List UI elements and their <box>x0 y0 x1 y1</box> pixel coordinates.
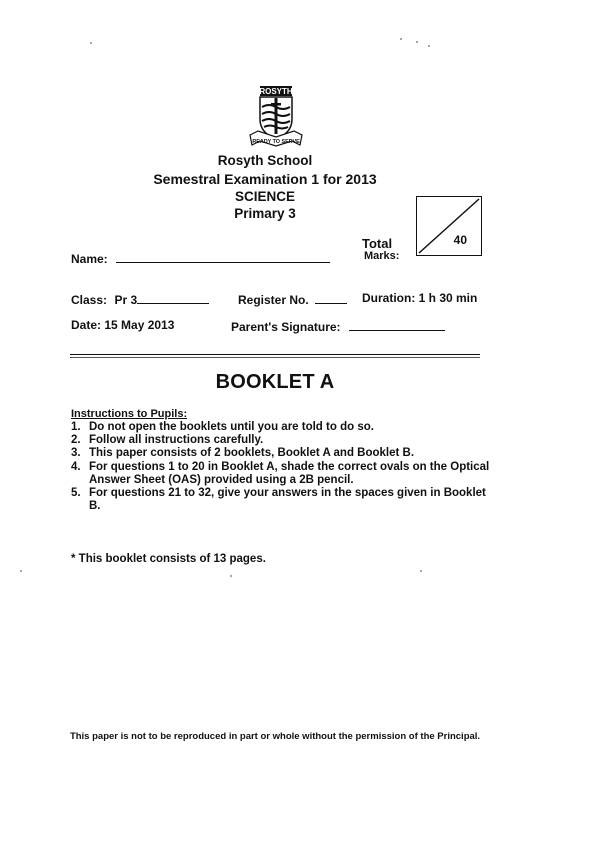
separator-rule <box>70 357 480 358</box>
scan-speck <box>20 570 22 572</box>
scan-speck <box>428 45 430 47</box>
instruction-item: 4. For questions 1 to 20 in Booklet A, shade the correct ovals on the Optical Answer Sheet (OAS) provided using a 2B pencil. <box>71 460 490 486</box>
instruction-item: 3. This paper consists of 2 booklets, Booklet A and Booklet B. <box>71 447 415 460</box>
total-label: Total <box>362 236 393 251</box>
exam-title: Semestral Examination 1 for 2013 <box>153 171 377 187</box>
marks-total-value: 40 <box>453 233 467 247</box>
marks-box-diagonal <box>417 197 481 255</box>
scan-speck <box>90 42 92 44</box>
scan-speck <box>420 570 422 572</box>
crest-motto: READY TO SERVE <box>252 139 300 145</box>
duration-text: Duration: 1 h 30 min <box>362 291 478 305</box>
name-field[interactable] <box>71 250 330 268</box>
booklet-title: BOOKLET A <box>215 371 335 393</box>
instructions-heading: Instructions to Pupils: <box>71 408 188 420</box>
subject-title: SCIENCE <box>234 189 295 204</box>
signature-blank[interactable] <box>349 318 445 331</box>
signature-label: Parent's Signature: <box>231 320 341 334</box>
class-field[interactable] <box>71 291 209 309</box>
separator-rule <box>70 354 480 355</box>
crest-banner-text: ROSYTH <box>259 87 293 96</box>
register-label: Register No. <box>238 293 309 307</box>
exam-date: Date: 15 May 2013 <box>71 318 175 332</box>
copyright-note: This paper is not to be reproduced in part or whole without the permission of the Principal. <box>69 731 481 742</box>
school-crest <box>246 85 306 151</box>
instruction-item: 1. Do not open the booklets until you are told to do so. <box>71 421 374 433</box>
name-blank[interactable] <box>116 250 330 263</box>
school-name: Rosyth School <box>217 153 313 168</box>
marks-box <box>416 196 482 256</box>
instruction-item: 5. For questions 21 to 32, give your answers in the spaces given in Booklet B. <box>71 487 486 513</box>
class-blank[interactable] <box>137 291 209 304</box>
signature-field[interactable] <box>231 318 445 336</box>
class-label: Class: <box>71 293 108 307</box>
class-value: Pr 3 <box>114 293 138 307</box>
instructions-list <box>71 421 491 513</box>
name-label: Name: <box>71 252 108 266</box>
scan-speck <box>416 41 418 43</box>
scan-speck <box>400 38 402 40</box>
register-blank[interactable] <box>315 291 347 304</box>
scan-speck <box>230 575 232 577</box>
instruction-item: 2. Follow all instructions carefully. <box>71 434 264 447</box>
pages-note: * This booklet consists of 13 pages. <box>71 553 266 565</box>
marks-label: Marks: <box>364 250 400 262</box>
level-title: Primary 3 <box>234 206 296 221</box>
register-field[interactable] <box>238 291 347 309</box>
